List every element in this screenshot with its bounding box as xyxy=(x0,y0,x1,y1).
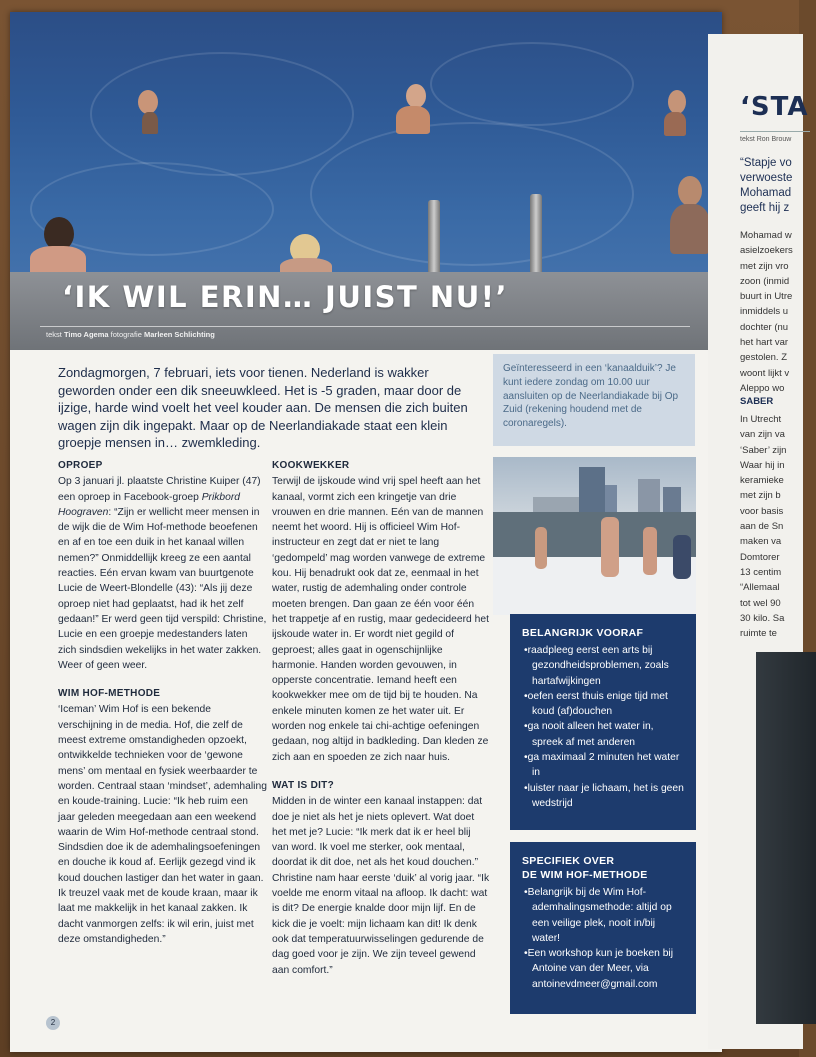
important-box xyxy=(510,614,696,830)
paragraph: Op 3 januari jl. plaatste Christine Kuiper (47) een oproep in Facebook-groep Prikbord Hoograven: “Zijn er wellicht meer mensen in de wijk die de Wim Hof-methode beoefenen en af en toe een duik in het kanaal willen nemen?” Onmiddellijk kreeg ze een aantal reacties. Eén ervan kwam van buurtgenote Lucie de Weert-Blondelle (43): “Als jij deze oproep niet had geplaatst, had ik het zelf gedaan!” Er werd geen tijd verspild: Christine, Lucie en een groepje medestanders laten zich sindsdien wekelijks in het water zakken. Weer of geen weer. xyxy=(58,476,267,671)
article-credit: tekst Timo Agema fotografie Marleen Schlichting xyxy=(46,330,215,339)
section-heading: OPROEP xyxy=(58,460,103,471)
mooring-post xyxy=(428,200,440,280)
method-box xyxy=(510,842,696,1014)
next-article-photo xyxy=(756,652,816,1024)
list-item: • ga maximaal 2 minuten het water in xyxy=(522,750,684,781)
paragraph: ‘Iceman’ Wim Hof is een bekende verschijning in de media. Hof, die zelf de meest extreme omstandigheden opzoekt, ontwikkelde technieken voor de ‘gewone mens’ om mentaal en fysiek weerbaarder te worden. Centraal staan ‘mindset’, ademhaling en koude-training. Lucie: “Ik heb ruim een jaar geleden meegedaan aan een weekend waarin de Wim Hof-methode centraal stond. Sindsdien doe ik de ademhalingsoefeningen en douche ik koud af. Eerlijk gezegd vind ik koud douchen lastiger dan het water in gaan. Ik treuzel vaak met de koude kraan, maar ik laat me makkelijk in het kanaal zakken. Ik dacht vanmorgen zelfs: ik wil erin, juist met deze omstandigheden.” xyxy=(58,704,267,945)
section-heading: SABER xyxy=(740,396,774,407)
paragraph: Midden in de winter een kanaal instappen: dat doe je niet als het je niets oplevert. Wat doet het met je? Lucie: “Ik merk dat ik er heel blij van word. Ik voel me sterker, ook mentaal, doordat ik dit doe, net als het koud douchen.” Christine nam haar eerste ‘duik’ al vorig jaar. “Ik voelde me enorm vitaal na afloop. Ik dacht: wat is dit? De energie knalde door mijn lijf. En de kick die je voelt: mijn lichaam kan dit! Ik denk ook dat temperatuurwisselingen gedurende de dag goed voor je zijn. We zijn teveel gewend aan comfort.” xyxy=(272,796,490,976)
info-callout: Geïnteresseerd in een ‘kanaalduik’? Je kunt iedere zondag om 10.00 uur aansluiten op de Neerlandiakade bij Op Zuid (rekening houdend met de coronaregels). xyxy=(493,354,695,446)
next-page xyxy=(708,34,809,1049)
next-article-lead: “Stapje vo verwoeste Mohamad geeft hij z xyxy=(740,157,793,214)
next-article-body: Mohamad w asielzoekers met zijn vro zoon (inmid buurt in Utre inmiddels u dochter (nu het hart var gestolen. Z woont lijkt v Aleppo wo xyxy=(740,230,793,394)
mooring-post xyxy=(530,194,542,280)
column-1 xyxy=(58,458,268,947)
list-item: • Belangrijk bij de Wim Hof-ademhalingsmethode: altijd op een veilige plek, nooit in/bij water! xyxy=(522,885,684,946)
hero-photo xyxy=(10,12,722,350)
article-intro: Zondagmorgen, 7 februari, iets voor tienen. Nederland is wakker geworden onder een dik sneeuwkleed. Het is -5 graden, maar door de ijzige, harde wind voelt het veel kouder aan. De mensen die zich buiten wagen zijn dik ingepakt. Maar op de Neerlandiakade staat een klein groepje mensen in… zwemkleding. xyxy=(58,365,468,450)
title-divider xyxy=(740,131,810,132)
column-2 xyxy=(272,458,490,978)
title-divider xyxy=(40,326,690,327)
list-item: • raadpleeg eerst een arts bij gezondheidsproblemen, zoals hartafwijkingen xyxy=(522,643,684,689)
next-article-title: ‘STA xyxy=(740,92,809,122)
article-title: ‘IK WIL ERIN… JUIST NU!’ xyxy=(62,280,508,314)
box-title: SPECIFIEK OVER DE WIM HOF-METHODE xyxy=(522,855,648,881)
section-heading: WIM HOF-METHODE xyxy=(58,688,161,700)
page-number: 2 xyxy=(46,1016,60,1030)
section-heading: KOOKWEKKER xyxy=(272,460,350,471)
next-article-credit: tekst Ron Brouw xyxy=(740,136,792,143)
paragraph: Terwijl de ijskoude wind vrij spel heeft aan het kanaal, vormt zich een kringetje van drie vrouwen en drie mannen. Eén van de mannen neemt het woord. Hij is officieel Wim Hof-instructeur en zegt dat er niet te lang ‘gedompeld’ mag worden vanwege de extreme kou. Hij benadrukt ook dat ze, eenmaal in het water, rustig de ademhaling onder controle moeten brengen. Dan gaan ze één voor één het trappetje af en rustig, maar gedecideerd het ijskoude water in. Er wordt niet gegild of geproest; alles gaat in ogenschijnlijke harmonie. Handen worden gevouwen, in opperste concentratie. Iemand heeft een kookwekker mee om de tijd bij te houden. Na enkele minuten komen ze het water uit. Er worden nog enkele tai chi-achtige oefeningen gedaan, nog altijd in badkleding. Dan kleden ze zich aan en spoeden ze zich naar huis. xyxy=(272,476,489,763)
list-item: • ga nooit alleen het water in, spreek af met anderen xyxy=(522,719,684,750)
list-item: • luister naar je lichaam, het is geen wedstrijd xyxy=(522,781,684,812)
next-article-body: In Utrecht van zijn va ‘Saber’ zijn Waar hij in keramieke met zijn b voor basis aan de Sn maken va Domtorer 13 centim “Allemaal tot wel 90 30 kilo. Sa ruimte te xyxy=(740,414,787,640)
section-heading: WAT IS DIT? xyxy=(272,779,334,791)
list-item: • oefen eerst thuis enige tijd met koud (af)douchen xyxy=(522,689,684,720)
magazine-page xyxy=(10,12,722,1052)
box-title: BELANGRIJK VOORAF xyxy=(522,627,644,639)
inset-photo xyxy=(493,457,696,615)
list-item: • Een workshop kun je boeken bij Antoine van der Meer, via antoinevdmeer@gmail.com xyxy=(522,946,684,992)
